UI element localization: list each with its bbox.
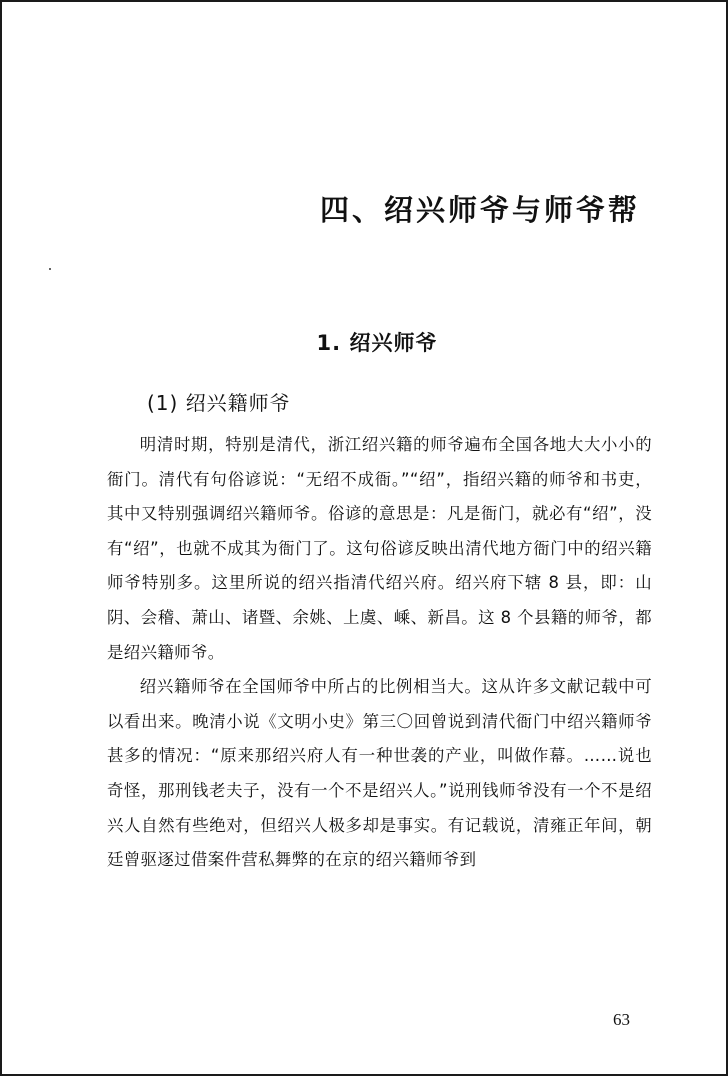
- paragraph: 绍兴籍师爷在全国师爷中所占的比例相当大。这从许多文献记载中可以看出来。晚清小说《文明小史》第三〇回曾说到清代衙门中绍兴籍师爷甚多的情况：“原来那绍兴府人有一种世袭的产业，叫做作幕。……说也奇怪，那刑钱老夫子，没有一个不是绍兴人。”说刑钱师爷没有一个不是绍兴人自然有些绝对，但绍兴人极多却是事实。有记载说，清雍正年间，朝廷曾驱逐过借案件营私舞弊的在京的绍兴籍师爷到: [107, 677, 652, 870]
- section-title: 1. 绍兴师爷: [316, 331, 438, 355]
- chapter-title: 四、绍兴师爷与师爷帮: [319, 193, 640, 227]
- body-text: [107, 428, 652, 878]
- paragraph: 明清时期，特别是清代，浙江绍兴籍的师爷遍布全国各地大大小小的衙门。清代有句俗谚说：“无绍不成衙。”“绍”，指绍兴籍的师爷和书吏，其中又特别强调绍兴籍师爷。俗谚的意思是：凡是衙门，就必有“绍”，没有“绍”，也就不成其为衙门了。这句俗谚反映出清代地方衙门中的绍兴籍师爷特别多。这里所说的绍兴指清代绍兴府。绍兴府下辖 8 县，即：山阴、会稽、萧山、诸暨、余姚、上虞、嵊、新昌。这 8 个县籍的师爷，都是绍兴籍师爷。: [107, 435, 652, 662]
- page-number: 63: [613, 1010, 630, 1029]
- scan-speck: [49, 268, 51, 270]
- subsection-title: (1) 绍兴籍师爷: [147, 391, 291, 415]
